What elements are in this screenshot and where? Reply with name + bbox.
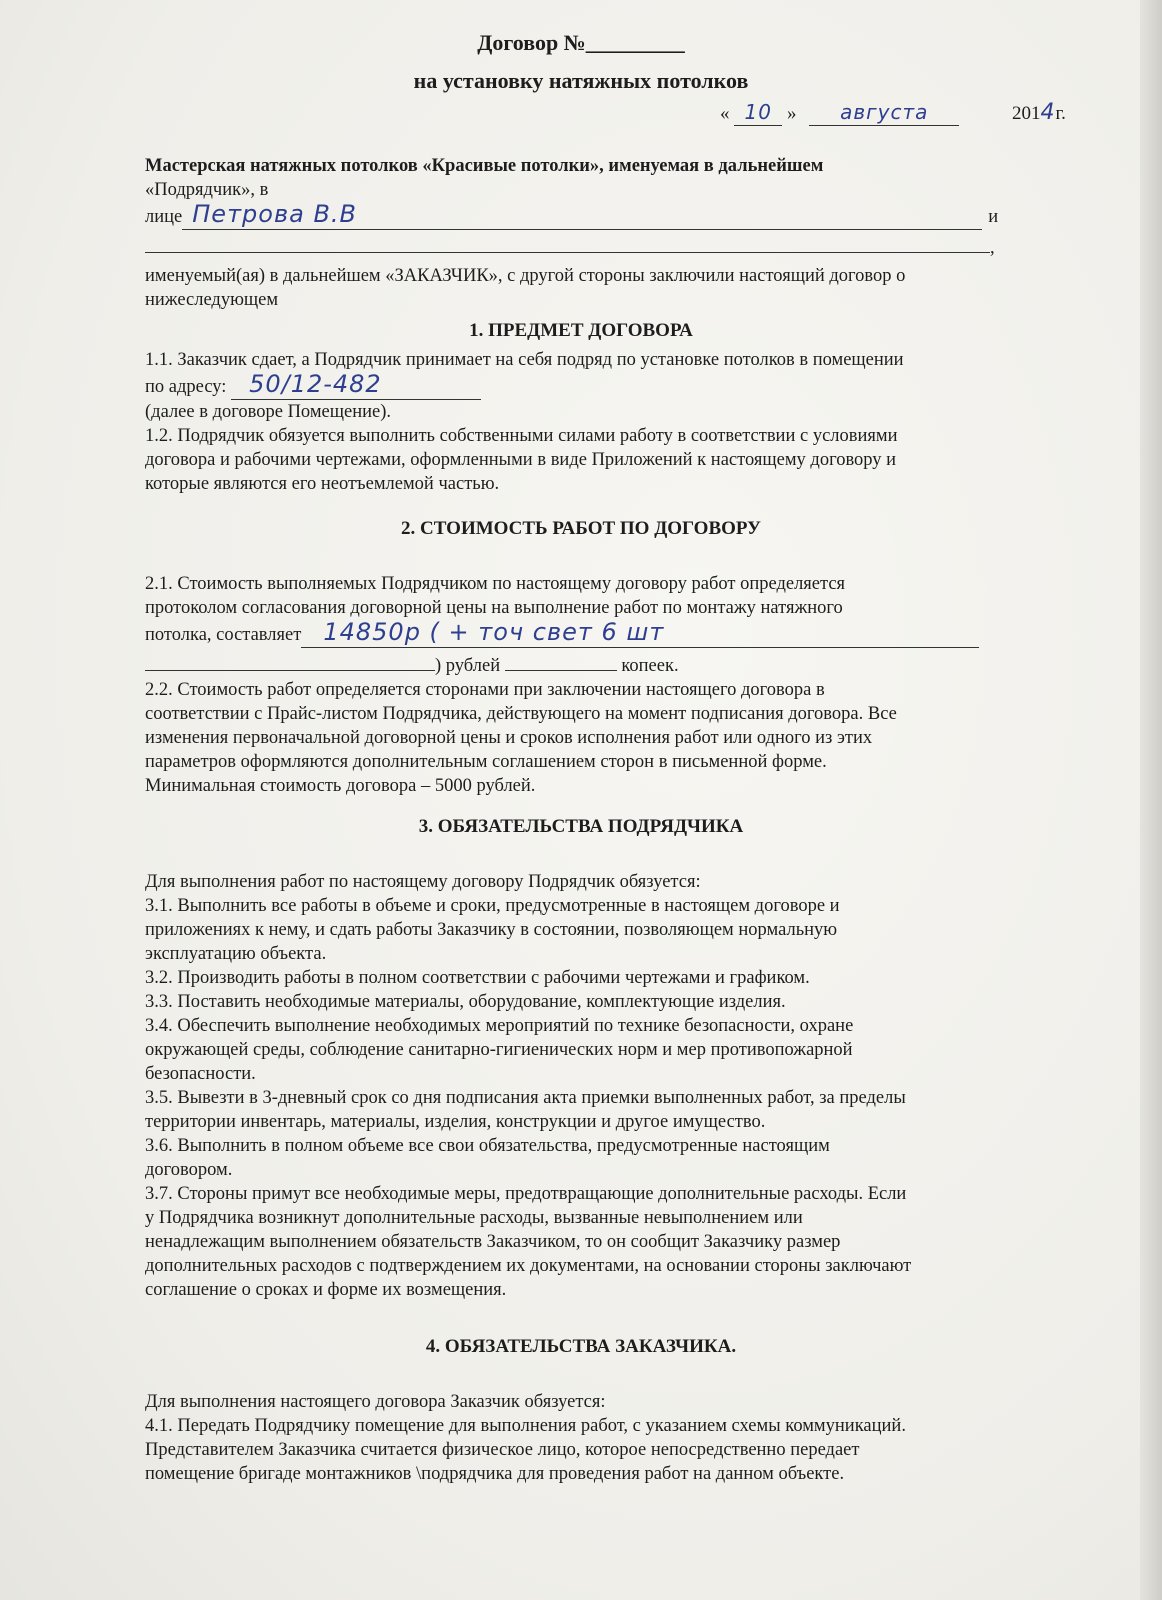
intro-line: именуемый(ая) в дальнейшем «ЗАКАЗЧИК», с другой стороны заключили настоящий договор о <box>145 266 906 286</box>
section-2-heading: 2. СТОИМОСТЬ РАБОТ ПО ДОГОВОРУ <box>401 518 761 539</box>
section-4-line: помещение бригаде монтажников \подрядчика для проведения работ на данном объекте. <box>145 1464 845 1484</box>
section-4-line: Представителем Заказчика считается физическое лицо, которое непосредственно передает <box>145 1440 860 1460</box>
section-1-heading: 1. ПРЕДМЕТ ДОГОВОРА <box>469 320 693 341</box>
price-line <box>145 620 1045 648</box>
date-year-prefix: 201 <box>1012 103 1041 124</box>
contract-subtitle: на установку натяжных потолков <box>413 68 749 93</box>
contract-title: Договор №_________ <box>477 30 685 55</box>
section-1-line: (далее в договоре Помещение). <box>145 402 392 422</box>
kopecks-field <box>505 648 617 671</box>
section-3-line: приложениях к нему, и сдать работы Заказчику в состоянии, позволяющем нормальную <box>145 920 838 940</box>
section-4-heading: 4. ОБЯЗАТЕЛЬСТВА ЗАКАЗЧИКА. <box>425 1336 737 1357</box>
blank-underline <box>145 230 990 253</box>
section-3-line: Для выполнения работ по настоящему договору Подрядчик обязуется: <box>145 872 701 892</box>
section-3-line: территории инвентарь, материалы, изделия, конструкции и другое имущество. <box>145 1112 766 1132</box>
intro-line-suffix: и <box>988 207 999 227</box>
date-day-handwritten: 10 <box>744 100 772 124</box>
section-4-body <box>145 1390 1045 1486</box>
section-2-line: параметров оформляются дополнительным соглашением сторон в письменной форме. <box>145 752 827 772</box>
page-edge-shadow <box>1140 0 1162 1600</box>
section-4-line: Для выполнения настоящего договора Заказчик обязуется: <box>145 1392 606 1412</box>
section-3-line: безопасности. <box>145 1064 256 1084</box>
section-2-line: соответствии с Прайс-листом Подрядчика, действующего на момент подписания договора. Все <box>145 704 897 724</box>
section-3-line: соглашение о сроках и форме их возмещения. <box>145 1280 507 1300</box>
intro-paragraph <box>145 154 1045 312</box>
price-handwritten: 14850р ( + точ свет 6 шт <box>323 618 665 646</box>
section-3-body <box>145 870 1045 1302</box>
rubles-field <box>145 648 435 671</box>
section-3-heading: 3. ОБЯЗАТЕЛЬСТВА ПОДРЯДЧИКА <box>418 816 744 837</box>
intro-line: Мастерская натяжных потолков «Красивые потолки», именуемая в дальнейшем <box>145 156 824 176</box>
section-3-line: договором. <box>145 1160 233 1180</box>
section-2-body <box>145 572 1045 798</box>
section-3-line: 3.1. Выполнить все работы в объеме и сроки, предусмотренные в настоящем договоре и <box>145 896 840 916</box>
intro-line: нижеследующем <box>145 290 279 310</box>
section-2-line: изменения первоначальной договорной цены и сроков исполнения работ или одного из этих <box>145 728 873 748</box>
intro-blank-line: , <box>145 230 1045 260</box>
section-2-line: протоколом согласования договорной цены на выполнение работ по монтажу натяжного <box>145 598 843 618</box>
address-handwritten: 50/12-482 <box>249 370 382 398</box>
section-3-line: 3.4. Обеспечить выполнение необходимых мероприятий по технике безопасности, охране <box>145 1016 854 1036</box>
rubles-line <box>145 648 1045 678</box>
section-1-line: 1.2. Подрядчик обязуется выполнить собственными силами работу в соответствии с условиями <box>145 426 898 446</box>
section-1-line: 1.1. Заказчик сдает, а Подрядчик принимает на себя подряд по установке потолков в помещении <box>145 350 904 370</box>
section-3-line: 3.7. Стороны примут все необходимые меры, предотвращающие дополнительные расходы. Если <box>145 1184 907 1204</box>
intro-line-representative <box>145 202 1045 230</box>
address-line <box>145 372 1045 400</box>
date-year-suffix: г. <box>1055 103 1066 124</box>
date-open-quote: « <box>720 103 730 124</box>
section-3-line: дополнительных расходов с подтверждением их документами, на основании стороны заключают <box>145 1256 912 1276</box>
date-month-handwritten: августа <box>840 100 929 124</box>
date-close-quote: » <box>787 103 797 124</box>
section-1-line: которые являются его неотъемлемой частью. <box>145 474 500 494</box>
section-1-body <box>145 348 1045 496</box>
section-2-line: 2.1. Стоимость выполняемых Подрядчиком по настоящему договору работ определяется <box>145 574 846 594</box>
section-3-line: у Подрядчика возникнут дополнительные расходы, вызванные невыполнением или <box>145 1208 803 1228</box>
section-3-line: 3.3. Поставить необходимые материалы, оборудование, комплектующие изделия. <box>145 992 786 1012</box>
price-label: потолка, составляет <box>145 625 302 645</box>
section-3-line: эксплуатацию объекта. <box>145 944 327 964</box>
representative-field <box>182 202 982 230</box>
representative-handwritten: Петрова В.В <box>192 200 357 228</box>
section-1-line: договора и рабочими чертежами, оформленными в виде Приложений к настоящему договору и <box>145 450 897 470</box>
section-3-line: окружающей среды, соблюдение санитарно-гигиенических норм и мер противопожарной <box>145 1040 853 1060</box>
address-field <box>231 372 481 400</box>
intro-line: «Подрядчик», в <box>145 180 269 200</box>
date-day-field <box>734 100 782 126</box>
section-2-line: 2.2. Стоимость работ определяется сторонами при заключении настоящего договора в <box>145 680 825 700</box>
rubles-label: ) рублей <box>435 656 501 676</box>
address-label: по адресу: <box>145 377 227 397</box>
date-year-handwritten: 4 <box>1040 100 1056 125</box>
kopecks-label: копеек. <box>621 656 679 676</box>
section-3-line: 3.5. Вывезти в 3-дневный срок со дня подписания акта приемки выполненных работ, за пределы <box>145 1088 906 1108</box>
section-3-line: 3.6. Выполнить в полном объеме все свои обязательства, предусмотренные настоящим <box>145 1136 830 1156</box>
intro-line-prefix: лице <box>145 207 183 227</box>
date-month-field <box>809 100 959 126</box>
section-2-line: Минимальная стоимость договора – 5000 рублей. <box>145 776 536 796</box>
section-3-line: 3.2. Производить работы в полном соответствии с рабочими чертежами и графиком. <box>145 968 810 988</box>
section-4-line: 4.1. Передать Подрядчику помещение для выполнения работ, с указанием схемы коммуникаций. <box>145 1416 906 1436</box>
contract-date <box>720 100 1066 126</box>
price-field <box>301 620 979 648</box>
section-3-line: ненадлежащим выполнением обязательств Заказчиком, то он сообщит Заказчику размер <box>145 1232 841 1252</box>
